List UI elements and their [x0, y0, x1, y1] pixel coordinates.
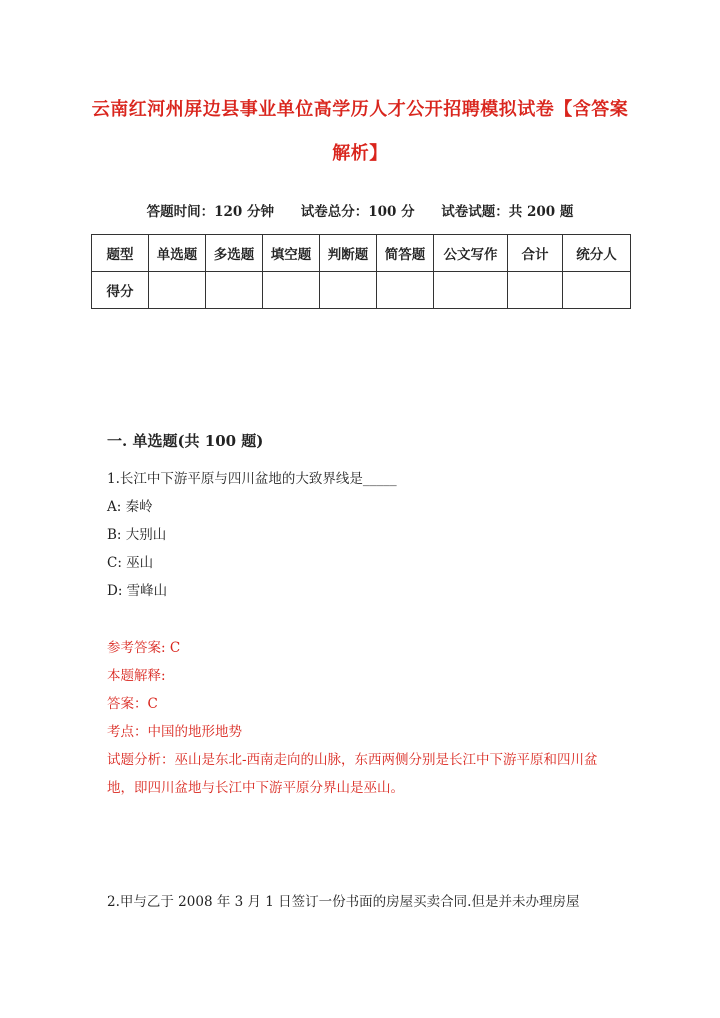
score-table: [91, 234, 631, 309]
score-cell: [149, 272, 206, 309]
header-cell: 多选题: [206, 235, 263, 272]
question-1-answer: 答案：C: [107, 696, 158, 712]
header-cell: 合计: [508, 235, 563, 272]
header-cell: 统分人: [563, 235, 631, 272]
exam-time: 答题时间：120 分钟: [146, 204, 274, 220]
score-cell: [508, 272, 563, 309]
question-1-analysis: 试题分析：巫山是东北-西南走向的山脉，东西两侧分别是长江中下游平原和四川盆地，即四川盆地与长江中下游平原分界山是巫山。: [107, 752, 598, 796]
header-cell: 单选题: [149, 235, 206, 272]
question-1-option-d: D: 雪峰山: [107, 583, 168, 599]
score-cell: [434, 272, 508, 309]
exam-meta: [0, 200, 720, 220]
header-cell: 简答题: [377, 235, 434, 272]
score-cell: [263, 272, 320, 309]
header-cell: 题型: [92, 235, 149, 272]
score-table-score-row: [92, 272, 631, 309]
question-1-option-b: B: 大别山: [107, 527, 167, 543]
question-1-explain-label: 本题解释:: [107, 668, 166, 684]
header-cell: 判断题: [320, 235, 377, 272]
score-cell: [206, 272, 263, 309]
score-cell: [377, 272, 434, 309]
header-cell: 填空题: [263, 235, 320, 272]
question-1-answer-ref: 参考答案: C: [107, 640, 181, 656]
header-cell: 公文写作: [434, 235, 508, 272]
document-title: 云南红河州屏边县事业单位高学历人才公开招聘模拟试卷【含答案解析】: [91, 99, 629, 164]
question-1-option-a: A: 秦岭: [107, 499, 153, 515]
section-title: 一. 单选题(共 100 题): [107, 432, 264, 450]
score-table-header-row: [92, 235, 631, 272]
score-label-cell: 得分: [92, 272, 149, 309]
question-1-stem: 1.长江中下游平原与四川盆地的大致界线是_____: [107, 471, 397, 487]
question-2-stem: 2.甲与乙于 2008 年 3 月 1 日签订一份书面的房屋买卖合同.但是并未办理房屋: [107, 894, 580, 910]
exam-question-count: 试卷试题：共 200 题: [441, 204, 574, 220]
exam-total-score: 试卷总分：100 分: [300, 204, 415, 220]
question-1-point: 考点：中国的地形地势: [107, 724, 242, 740]
score-cell: [563, 272, 631, 309]
score-cell: [320, 272, 377, 309]
question-1-option-c: C: 巫山: [107, 555, 154, 571]
